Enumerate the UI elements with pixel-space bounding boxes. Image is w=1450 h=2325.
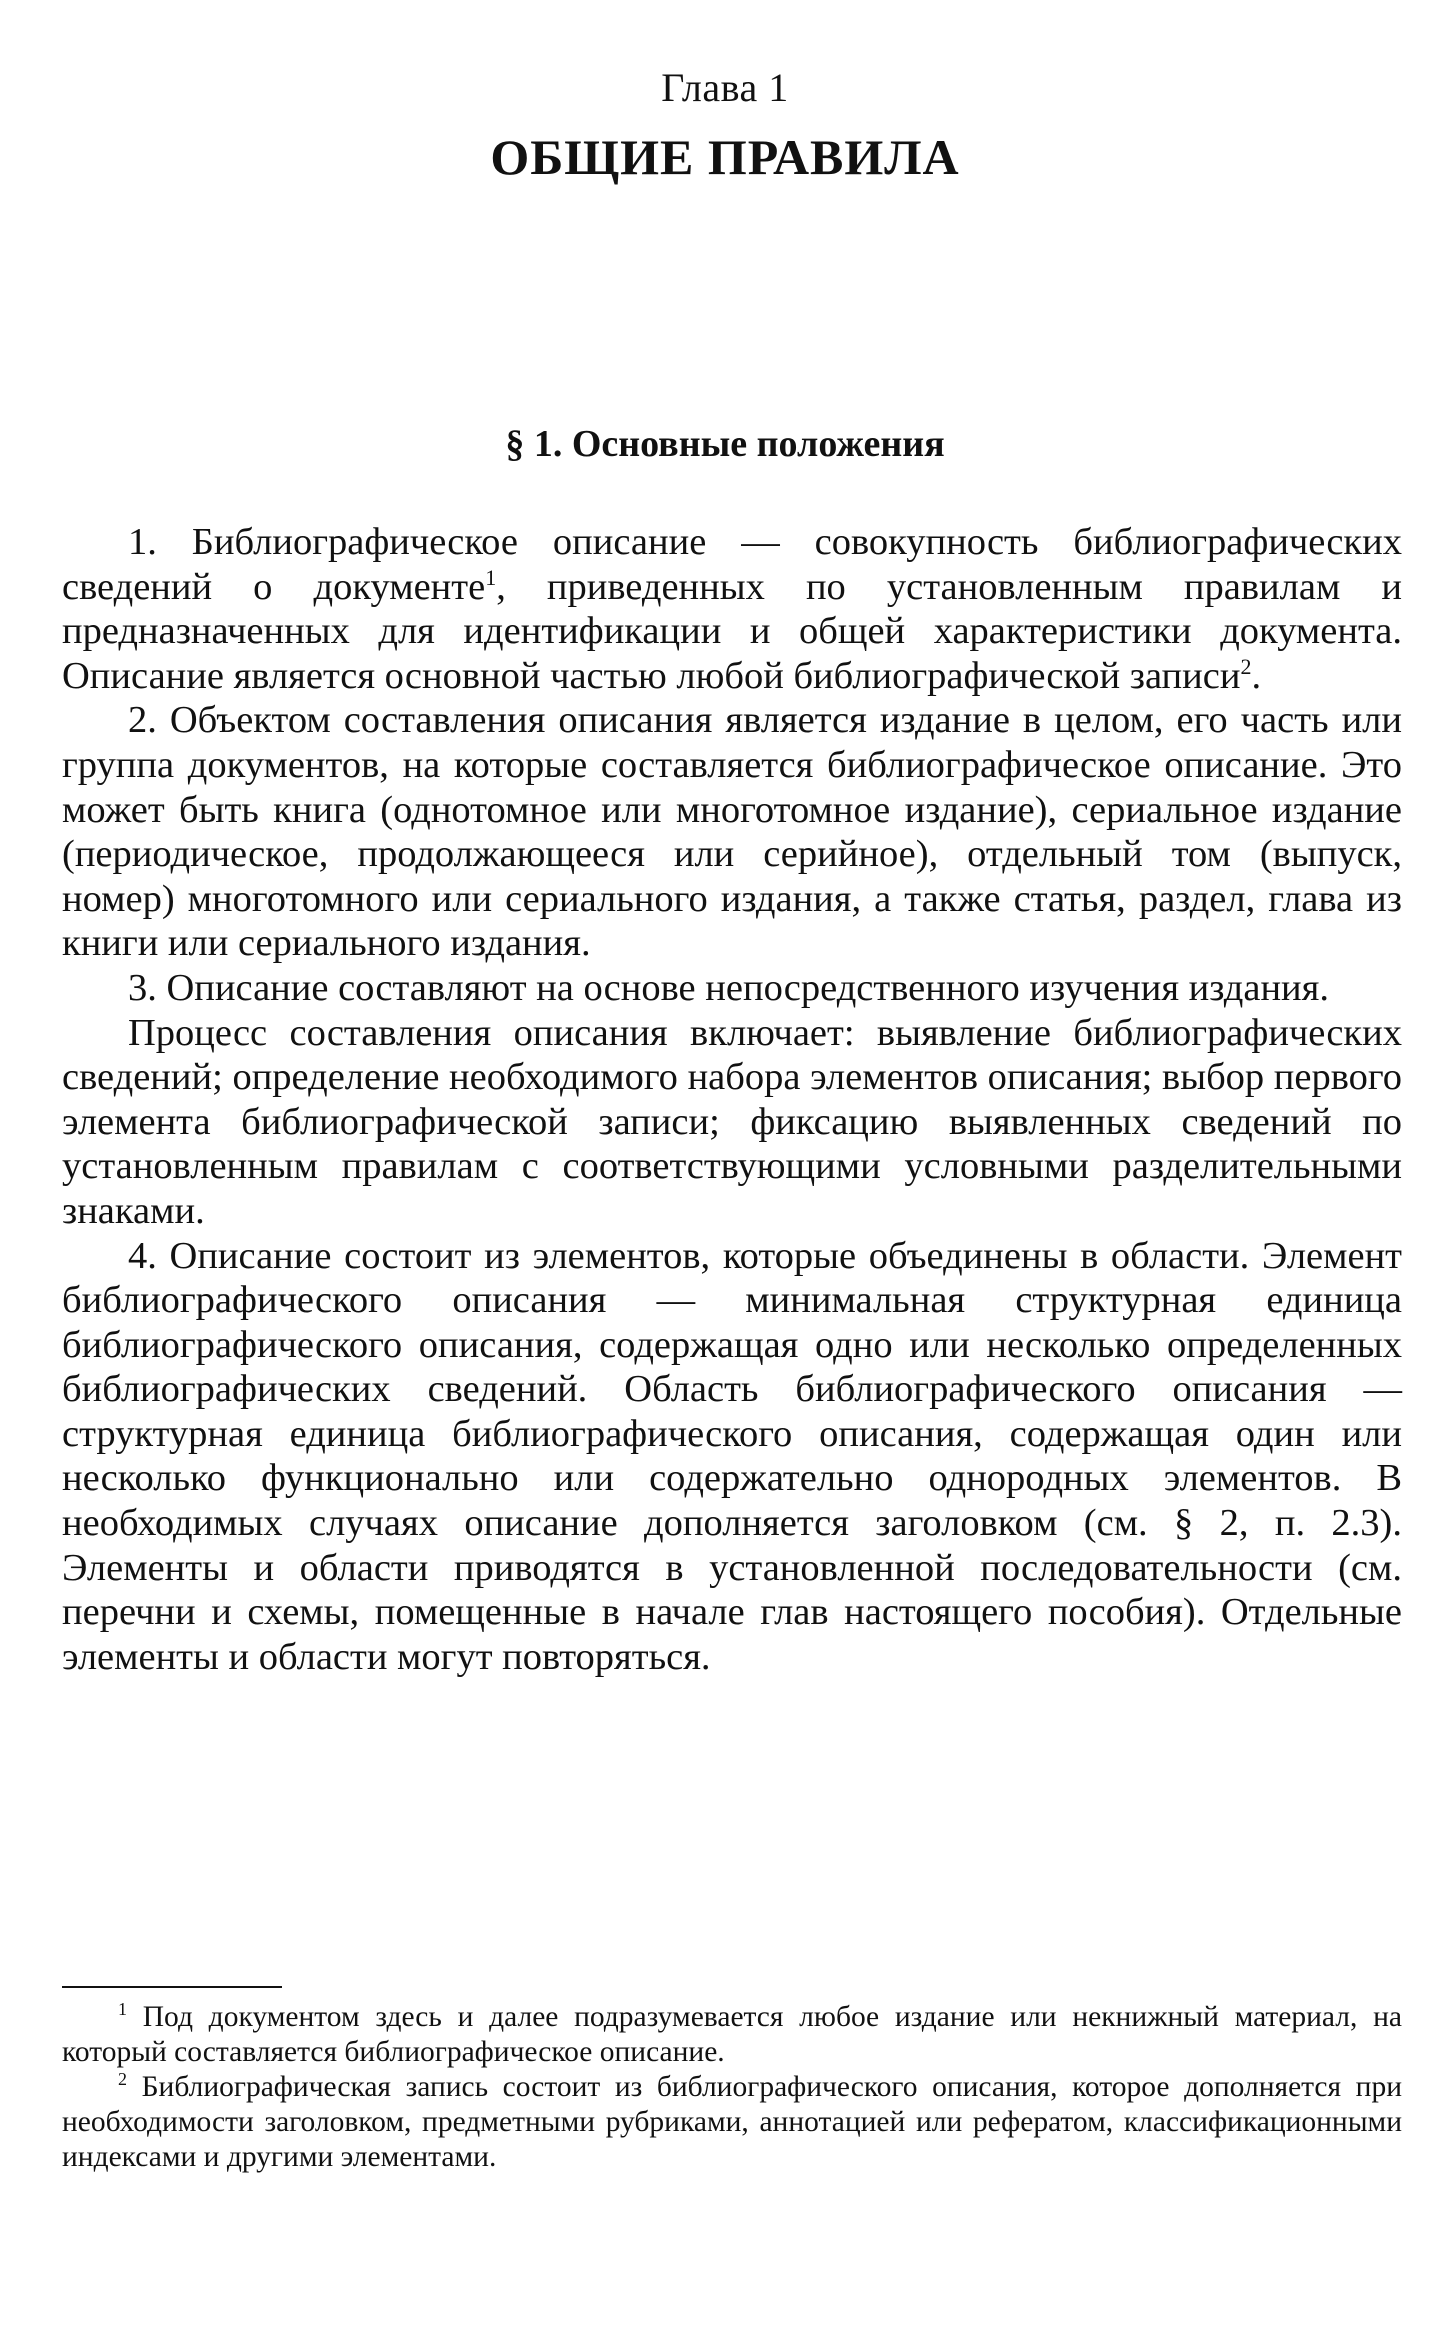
chapter-title: ОБЩИЕ ПРАВИЛА: [490, 129, 960, 185]
footnote-2-text: Библиографическая запись состоит из библиографического описания, которое дополняется при необходимости заголовком, предметными рубриками, аннотацией или рефератом, классификационными индексами и другими элементами.: [62, 2071, 1402, 2173]
footnote-2: [62, 2070, 1402, 2175]
section-title: § 1. Основные положения: [505, 423, 945, 465]
paragraph-1-part-a: 1. Библиографическое описание — совокупность библиографических сведений о документе: [62, 521, 1402, 608]
footnote-ref-2: 2: [1240, 653, 1252, 679]
paragraph-3: 3. Описание составляют на основе непосредственного изучения издания.: [128, 966, 1329, 1009]
footnote-2-mark: 2: [118, 2069, 127, 2090]
paragraph-1-part-b: , приведенных по установленным правилам и предназначенных для идентификации и общей характеристики документа. Описание является основной частью любой библиографической записи: [62, 565, 1402, 697]
paragraph-1-part-c: .: [1251, 654, 1262, 697]
footnotes: [62, 2000, 1402, 2175]
paragraph-4: Процесс составления описания включает: выявление библиографических сведений; определение необходимого набора элементов описания; выбор первого элемента библиографической записи; фиксацию выявленных сведений по установленным правилам с соответствующими условными разделительными знаками.: [62, 1011, 1402, 1232]
footnote-1-mark: 1: [118, 1999, 127, 2020]
paragraph-2: 2. Объектом составления описания является издание в целом, его часть или группа документов, на которые составляется библиографическое описание. Это может быть книга (однотомное или многотомное издание), сериальное издание (периодическое, продолжающееся или серийное), отдельный том (выпуск, номер) многотомного или сериального издания, а также статья, раздел, глава из книги или сериального издания.: [62, 699, 1402, 965]
chapter-label: Глава 1: [661, 65, 789, 110]
paragraph-5: 4. Описание состоит из элементов, которые объединены в области. Элемент библиографического описания — минимальная структурная единица библиографического описания, содержащая одно или несколько определенных библиографических сведений. Область библиографического описания — структурная единица библиографического описания, содержащая один или несколько функционально или содержательно однородных элементов. В необходимых случаях описание дополняется заголовком (см. § 2, п. 2.3). Элементы и области приводятся в установленной последовательности (см. перечни и схемы, помещенные в начале глав настоящего пособия). Отдельные элементы и области могут повторяться.: [62, 1234, 1402, 1678]
footnote-1: [62, 2000, 1402, 2070]
footnote-1-text: Под документом здесь и далее подразумевается любое издание или некнижный материал, на который составляется библиографическое описание.: [62, 2001, 1402, 2068]
footnote-divider: [62, 1986, 282, 1988]
paragraph-1: [62, 520, 1402, 698]
main-body: [62, 520, 1402, 1679]
footnote-ref-1: 1: [485, 564, 497, 590]
